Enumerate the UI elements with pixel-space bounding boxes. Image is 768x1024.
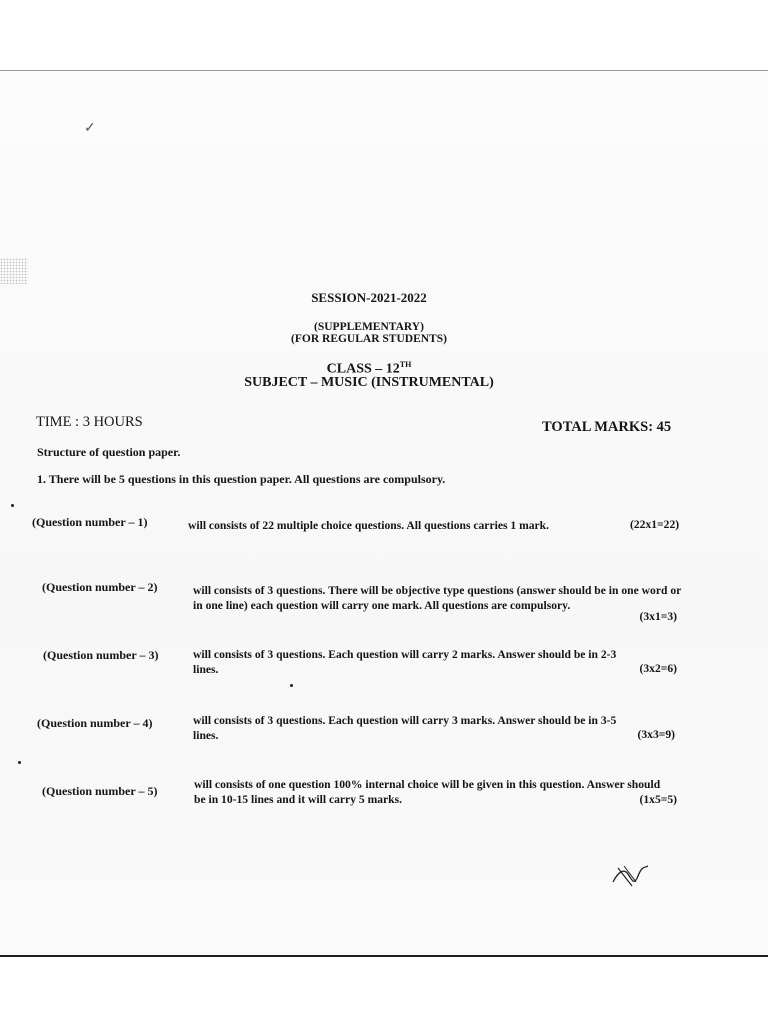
supplementary-label: (SUPPLEMENTARY)	[314, 321, 424, 333]
total-marks: TOTAL MARKS: 45	[542, 419, 672, 435]
question-label-2: (Question number – 2)	[42, 580, 158, 594]
question-text-4: will consists of 3 questions. Each question will carry 3 marks. Answer should be in 3-5 lines.	[193, 714, 617, 742]
scan-dot	[18, 761, 21, 764]
pen-tick-mark: ✓	[84, 121, 96, 136]
question-label-3: (Question number – 3)	[43, 648, 159, 662]
question-marks-4: (3x3=9)	[637, 728, 675, 741]
scan-speckle	[0, 258, 28, 284]
class-prefix: CLASS – 12	[326, 361, 400, 377]
question-text-2: will consists of 3 questions. There will be objective type questions (answer should be in one word or in one line) each question will carry one mark. All questions are compulsory.	[193, 584, 682, 612]
general-instruction: 1. There will be 5 questions in this question paper. All questions are compulsory.	[37, 472, 446, 486]
scan-dot	[290, 684, 293, 687]
question-text-1: will consists of 22 multiple choice questions. All questions carries 1 mark.	[188, 519, 550, 532]
scan-dot	[11, 504, 14, 507]
question-label-4: (Question number – 4)	[37, 716, 153, 730]
handwritten-signature	[610, 862, 650, 895]
structure-heading: Structure of question paper.	[37, 445, 181, 459]
question-text-5: will consists of one question 100% internal choice will be given in this question. Answer should be in 10-15 lines and it will carry 5 marks.	[194, 778, 661, 806]
scanned-page	[0, 70, 768, 957]
question-label-1: (Question number – 1)	[32, 515, 148, 529]
question-marks-5: (1x5=5)	[639, 793, 677, 806]
question-marks-2: (3x1=3)	[639, 610, 677, 623]
session-title: SESSION-2021-2022	[311, 290, 427, 305]
time-duration: TIME : 3 HOURS	[36, 414, 143, 430]
question-text-3: will consists of 3 questions. Each question will carry 2 marks. Answer should be in 2-3 lines.	[193, 648, 617, 676]
class-superscript: TH	[399, 360, 412, 369]
question-marks-3: (3x2=6)	[639, 662, 677, 675]
question-label-5: (Question number – 5)	[42, 784, 158, 798]
subject-title: SUBJECT – MUSIC (INSTRUMENTAL)	[244, 375, 494, 390]
question-marks-1: (22x1=22)	[630, 518, 680, 531]
regular-students-label: (FOR REGULAR STUDENTS)	[291, 333, 447, 345]
